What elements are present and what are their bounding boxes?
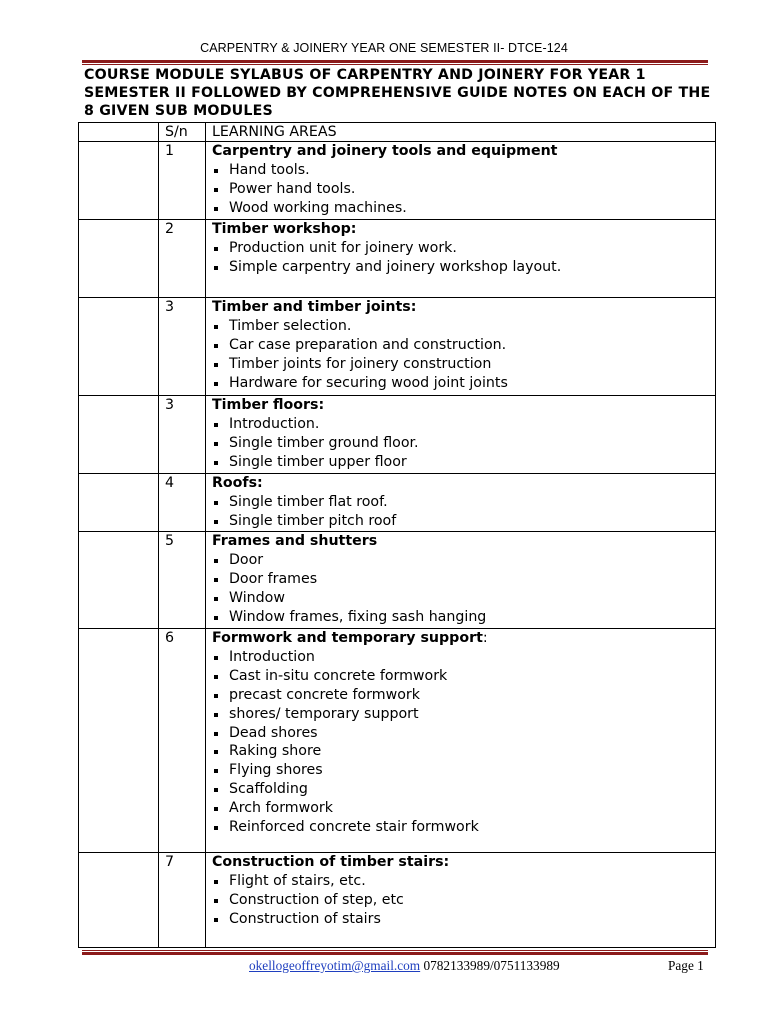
serial-number-cell: 3 (159, 298, 206, 396)
topic-title (212, 629, 715, 648)
header-rule (82, 60, 708, 65)
list-item: Wood working machines. (212, 199, 715, 218)
list-item: Production unit for joinery work. (212, 239, 715, 258)
list-item: Window (212, 589, 715, 608)
list-item: Door frames (212, 570, 715, 589)
list-item: Window frames, fixing sash hanging (212, 608, 715, 627)
learning-area-cell (206, 853, 716, 948)
topic-title (212, 142, 715, 161)
blank-cell (79, 220, 159, 298)
table-header-row (79, 123, 716, 142)
list-item: precast concrete formwork (212, 686, 715, 705)
learning-area-cell (206, 396, 716, 474)
topic-points (212, 493, 715, 531)
blank-cell (79, 298, 159, 396)
list-item: Construction of stairs (212, 910, 715, 929)
topic-points (212, 872, 715, 929)
list-item: Single timber flat roof. (212, 493, 715, 512)
learning-area-cell (206, 298, 716, 396)
topic-title-text: Frames and shutters (212, 533, 378, 549)
list-item: Timber selection. (212, 317, 715, 336)
topic-points (212, 161, 715, 218)
topic-title-text: Formwork and temporary support (212, 630, 483, 646)
topic-points (212, 239, 715, 277)
topic-points (212, 317, 715, 393)
serial-number-cell: 1 (159, 142, 206, 220)
learning-area-cell (206, 474, 716, 532)
running-header: CARPENTRY & JOINERY YEAR ONE SEMESTER II- DTCE-124 (200, 41, 568, 55)
list-item: Arch formwork (212, 799, 715, 818)
list-item: Power hand tools. (212, 180, 715, 199)
table-row (79, 474, 716, 532)
list-item: Construction of step, etc (212, 891, 715, 910)
serial-number-cell: 4 (159, 474, 206, 532)
topic-title-text: Carpentry and joinery tools and equipment (212, 143, 558, 159)
table-row (79, 532, 716, 629)
list-item: Single timber pitch roof (212, 512, 715, 531)
topic-points (212, 648, 715, 837)
list-item: Hardware for securing wood joint joints (212, 374, 715, 393)
blank-cell (79, 629, 159, 853)
learning-area-cell (206, 142, 716, 220)
table-row (79, 142, 716, 220)
topic-title (212, 220, 715, 239)
table-row (79, 853, 716, 948)
footer-rule (82, 950, 708, 955)
topic-title-suffix: : (482, 630, 488, 646)
learning-area-cell (206, 629, 716, 853)
topic-title-text: Roofs: (212, 475, 263, 491)
topic-title (212, 474, 715, 493)
blank-cell (79, 142, 159, 220)
phone-numbers: 0782133989/0751133989 (423, 958, 560, 973)
list-item: Timber joints for joinery construction (212, 355, 715, 374)
list-item: Flight of stairs, etc. (212, 872, 715, 891)
list-item: Cast in-situ concrete formwork (212, 667, 715, 686)
learning-area-cell (206, 220, 716, 298)
serial-number-cell: 2 (159, 220, 206, 298)
topic-title (212, 532, 715, 551)
list-item: Door (212, 551, 715, 570)
header-cell-blank (79, 123, 159, 142)
list-item: Single timber upper floor (212, 453, 715, 472)
document-title: COURSE MODULE SYLABUS OF CARPENTRY AND JOINERY FOR YEAR 1 SEMESTER II FOLLOWED BY COMPREHENSIVE GUIDE NOTES ON EACH OF THE 8 GIVEN SUB MODULES (84, 67, 711, 119)
topic-title (212, 298, 715, 317)
topic-title (212, 396, 715, 415)
serial-number-cell: 6 (159, 629, 206, 853)
header-cell-sn: S/n (159, 123, 206, 142)
list-item: Introduction (212, 648, 715, 667)
blank-cell (79, 853, 159, 948)
learning-area-cell (206, 532, 716, 629)
blank-cell (79, 396, 159, 474)
topic-points (212, 415, 715, 472)
serial-number-cell: 5 (159, 532, 206, 629)
list-item: Reinforced concrete stair formwork (212, 818, 715, 837)
footer-contact (249, 958, 560, 974)
topic-title-text: Timber floors: (212, 397, 325, 413)
list-item: Dead shores (212, 724, 715, 743)
serial-number-cell: 7 (159, 853, 206, 948)
syllabus-table (78, 122, 716, 948)
topic-title (212, 853, 715, 872)
list-item: Scaffolding (212, 780, 715, 799)
list-item: Raking shore (212, 742, 715, 761)
email-link[interactable]: okellogeoffreyotim@gmail.com (249, 958, 421, 973)
blank-cell (79, 532, 159, 629)
list-item: Flying shores (212, 761, 715, 780)
list-item: Single timber ground floor. (212, 434, 715, 453)
list-item: shores/ temporary support (212, 705, 715, 724)
serial-number-cell: 3 (159, 396, 206, 474)
table-row (79, 629, 716, 853)
table-row (79, 396, 716, 474)
table-row (79, 220, 716, 298)
page-footer (0, 958, 768, 978)
list-item: Car case preparation and construction. (212, 336, 715, 355)
topic-title-text: Construction of timber stairs: (212, 854, 450, 870)
header-cell-learning-areas: LEARNING AREAS (206, 123, 716, 142)
topic-title-text: Timber workshop: (212, 221, 357, 237)
topic-points (212, 551, 715, 627)
list-item: Hand tools. (212, 161, 715, 180)
blank-cell (79, 474, 159, 532)
list-item: Simple carpentry and joinery workshop layout. (212, 258, 715, 277)
page-number: Page 1 (668, 958, 704, 973)
topic-title-text: Timber and timber joints: (212, 299, 417, 315)
table-row (79, 298, 716, 396)
list-item: Introduction. (212, 415, 715, 434)
